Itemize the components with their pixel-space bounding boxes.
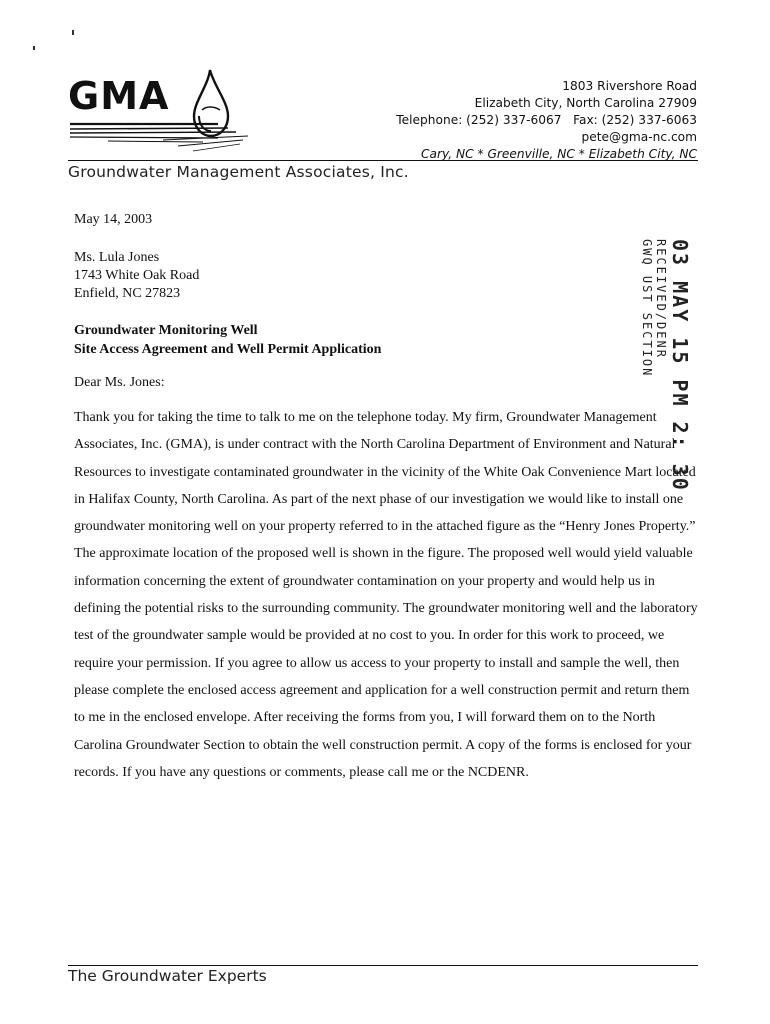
- stamp-datetime: 03 MAY 15 PM 2: 30: [668, 239, 692, 492]
- gma-logo: [68, 66, 258, 158]
- water-drop-icon: [68, 66, 258, 158]
- scan-speck: [33, 46, 35, 50]
- letter-body: Thank you for taking the time to talk to me on the telephone today. My firm, Groundwater Management Associates, Inc. (GMA), is under contract with the North Carolina Department of Environment and Natural Resources to investigate contaminated groundwater in the vicinity of the White Oak Convenience Mart located in Halifax County, North Carolina. As part of the next phase of our investigation we would like to install one groundwater monitoring well on your property referred to in the attached figure as the “Henry Jones Property.” The approximate location of the proposed well is shown in the figure. The proposed well would yield valuable information concerning the extent of groundwater contamination on your property and would help us in defining the potential risks to the surrounding community. The groundwater monitoring well and the laboratory test of the groundwater sample would be provided at no cost to you. In order for this work to proceed, we require your permission. If you agree to allow us access to your property to install and sample the well, then please complete the enclosed access agreement and application for a well construction permit and return them to me in the enclosed envelope. After receiving the forms from you, I will forward them on to the North Carolina Groundwater Section to obtain the well construction permit. A copy of the forms is enclosed for your records. If you have any questions or comments, please call me or the NCDENR.: [74, 410, 698, 780]
- subject-block: [74, 321, 381, 359]
- office-locations: Cary, NC * Greenville, NC * Elizabeth City, NC: [421, 147, 697, 161]
- address-line2: Elizabeth City, North Carolina 27909: [474, 96, 697, 110]
- phone-fax: Telephone: (252) 337-6067 Fax: (252) 337-6063: [396, 113, 697, 127]
- recipient-name: Ms. Lula Jones: [74, 250, 160, 265]
- address-line1: 1803 Rivershore Road: [562, 79, 697, 93]
- salutation: Dear Ms. Jones:: [74, 375, 165, 390]
- received-stamp: [634, 239, 692, 492]
- recipient-address: [74, 249, 199, 303]
- recipient-city: Enfield, NC 27823: [74, 286, 181, 301]
- subject-line2: Site Access Agreement and Well Permit Application: [74, 342, 382, 357]
- stamp-received: RECEIVED/DENR: [654, 239, 668, 359]
- header-divider: [68, 160, 698, 161]
- scan-speck: [72, 30, 74, 35]
- contact-block: [396, 78, 697, 163]
- logo-wordmark: GMA: [68, 74, 170, 118]
- company-name: Groundwater Management Associates, Inc.: [68, 163, 409, 181]
- recipient-street: 1743 White Oak Road: [74, 268, 200, 283]
- stamp-section: GWQ UST SECTION: [640, 239, 654, 378]
- email-link[interactable]: pete@gma-nc.com: [581, 130, 697, 144]
- footer-divider: [68, 965, 698, 966]
- footer-tagline: The Groundwater Experts: [68, 967, 267, 985]
- subject-line1: Groundwater Monitoring Well: [74, 323, 258, 338]
- letter-date: May 14, 2003: [74, 212, 153, 227]
